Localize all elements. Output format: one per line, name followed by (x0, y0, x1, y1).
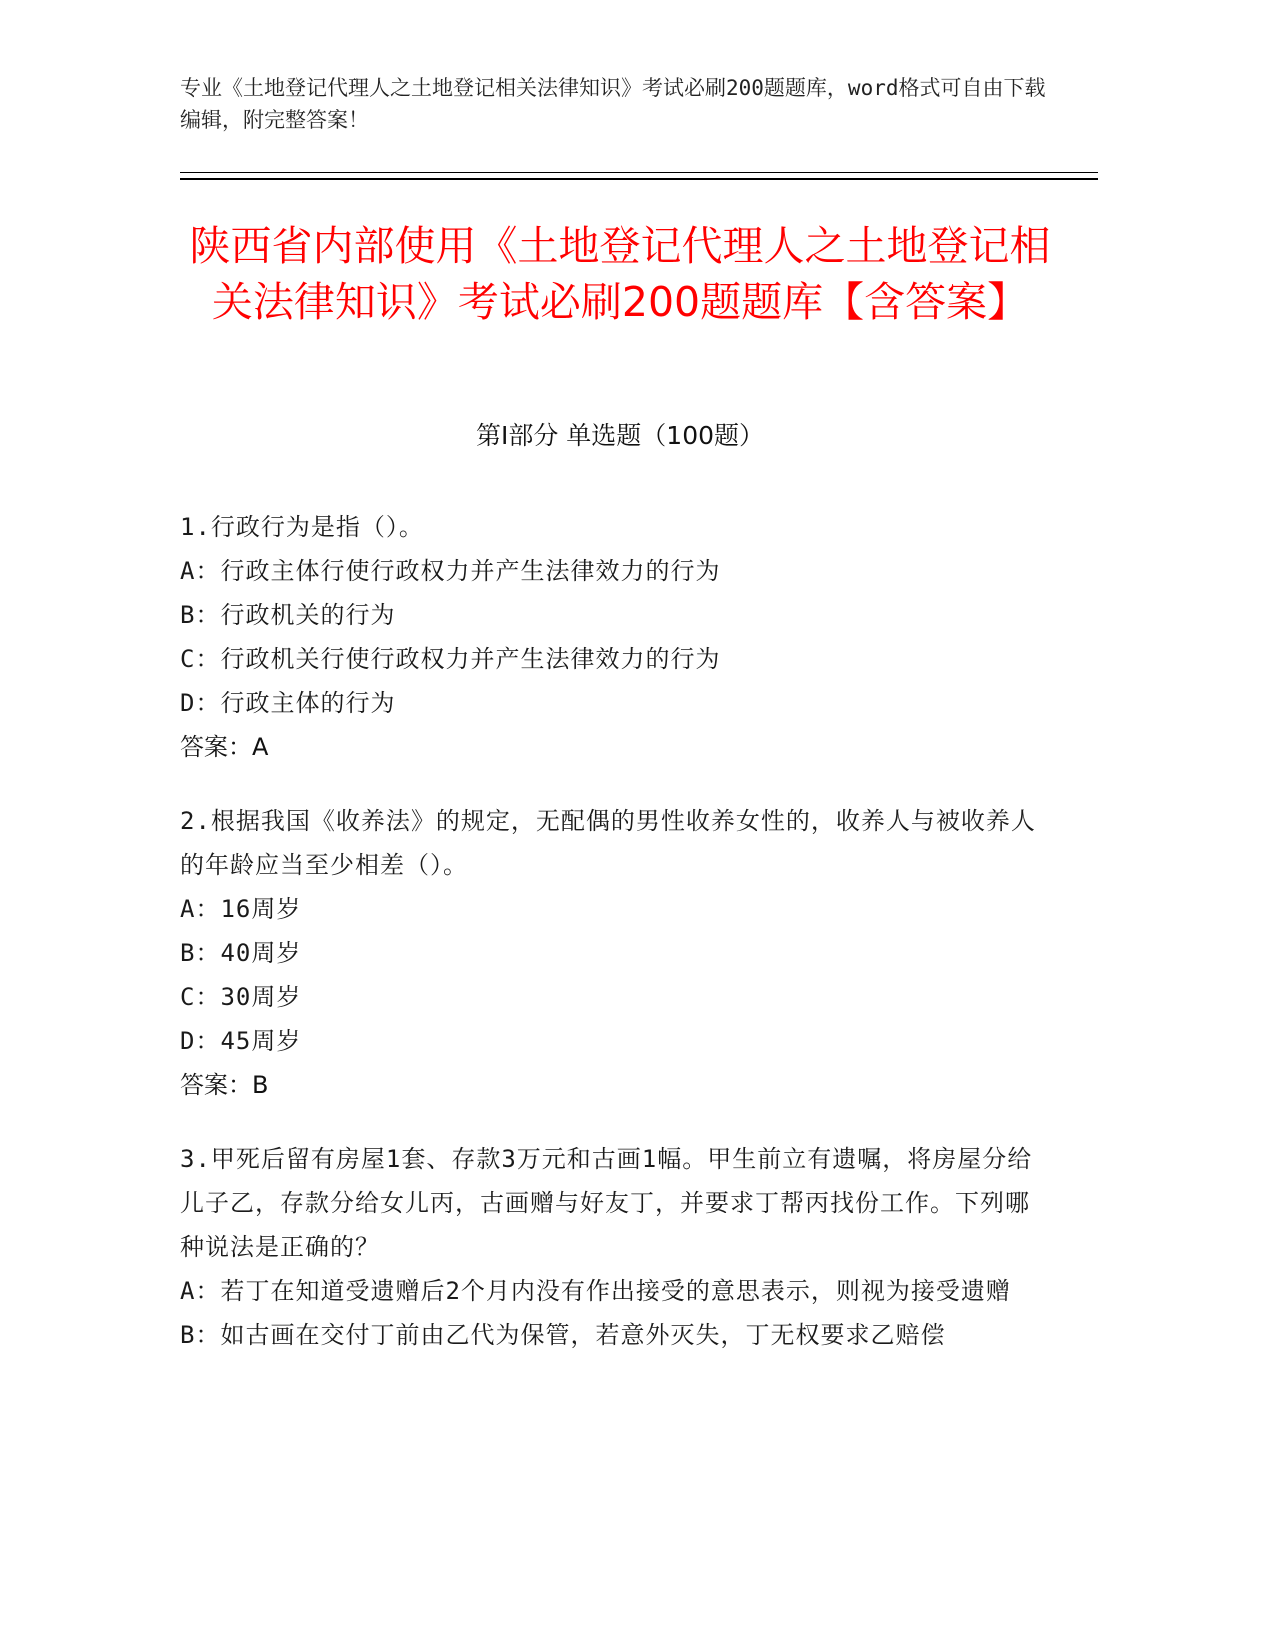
option-b: B：行政机关的行为 (180, 601, 396, 629)
option-d: D：45周岁 (180, 1027, 302, 1055)
option-b: B：如古画在交付丁前由乙代为保管，若意外灭失，丁无权要求乙赔偿 (180, 1321, 946, 1349)
question-1 (180, 505, 1040, 769)
option-c: C：行政机关行使行政权力并产生法律效力的行为 (180, 645, 721, 673)
answer-line: 答案：A (180, 733, 269, 761)
option-a: A：若丁在知道受遗赠后2个月内没有作出接受的意思表示，则视为接受遗赠 (180, 1277, 1011, 1305)
header-rule-thin (180, 172, 1098, 173)
header-note: 专业《土地登记代理人之土地登记相关法律知识》考试必刷200题题库，word格式可自由下载编辑，附完整答案！ (180, 76, 1046, 132)
question-stem: 2.根据我国《收养法》的规定，无配偶的男性收养女性的，收养人与被收养人的年龄应当至少相差（）。 (180, 807, 1036, 879)
question-list (180, 505, 1040, 1387)
option-a: A：行政主体行使行政权力并产生法律效力的行为 (180, 557, 721, 585)
question-stem: 1.行政行为是指（）。 (180, 513, 424, 541)
header-rule-thick (180, 178, 1098, 180)
answer-line: 答案：B (180, 1071, 269, 1099)
document-title: 陕西省内部使用《土地登记代理人之土地登记相关法律知识》考试必刷200题题库【含答案】 (189, 222, 1051, 326)
option-b: B：40周岁 (180, 939, 302, 967)
question-3 (180, 1137, 1040, 1357)
question-stem: 3.甲死后留有房屋1套、存款3万元和古画1幅。甲生前立有遗嘱，将房屋分给儿子乙，存款分给女儿丙，古画赠与好友丁，并要求丁帮丙找份工作。下列哪种说法是正确的？ (180, 1145, 1033, 1261)
option-d: D：行政主体的行为 (180, 689, 396, 717)
question-2 (180, 799, 1040, 1107)
option-c: C：30周岁 (180, 983, 302, 1011)
option-a: A：16周岁 (180, 895, 302, 923)
section-heading: 第Ⅰ部分 单选题（100题） (475, 421, 765, 450)
